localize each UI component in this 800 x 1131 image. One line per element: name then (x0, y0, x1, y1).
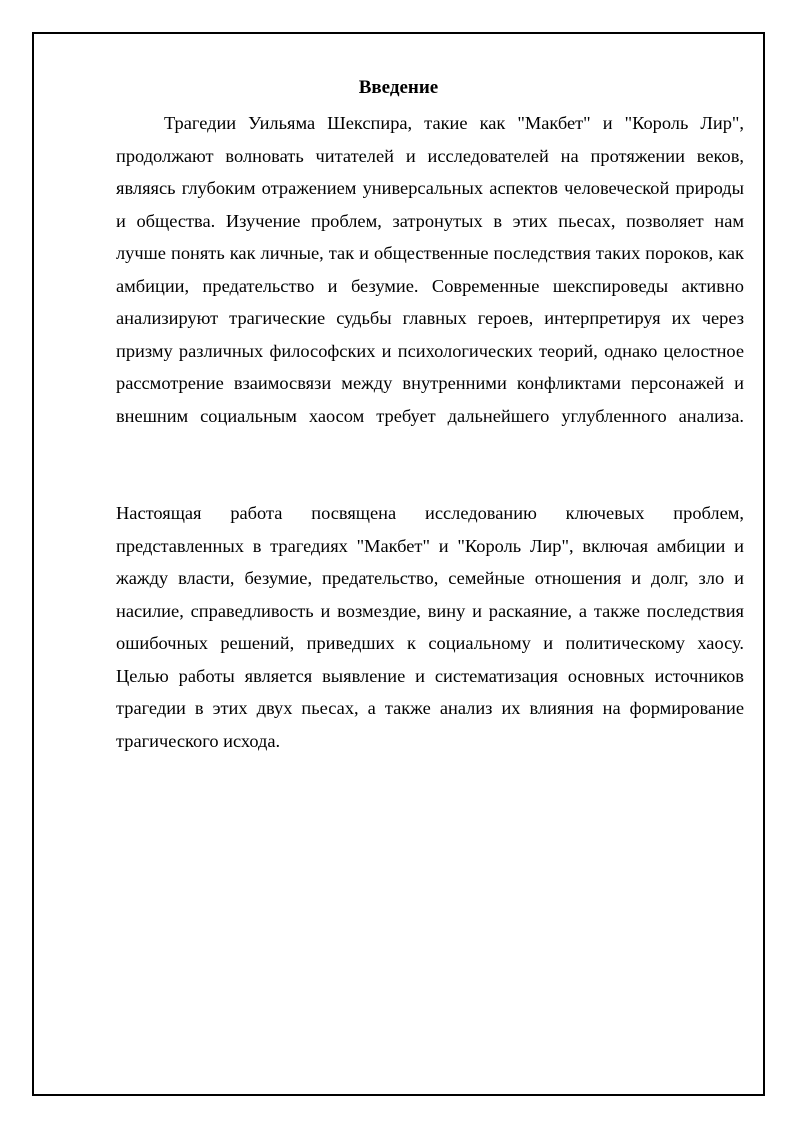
section-heading: Введение (358, 77, 439, 98)
paragraph-intro: Трагедии Уильяма Шекспира, такие как "Макбет" и "Король Лир", продолжают волновать читателей и исследователей на протяжении веков, являясь глубоким отражением универсальных аспектов человеческой природы и общества. Изучение проблем, затронутых в этих пьесах, позволяет нам лучше понять как личные, так и общественные последствия таких пороков, как амбиции, предательство и безумие. Современные шекспироведы активно анализируют трагические судьбы главных героев, интерпретируя их через призму различных философских и психологических теорий, однако целостное рассмотрение взаимосвязи между внутренними конфликтами персонажей и внешним социальным хаосом требует дальнейшего углубленного анализа. (116, 113, 744, 426)
page-border (32, 32, 765, 1096)
paragraph-purpose: Настоящая работа посвящена исследованию ключевых проблем, представленных в трагедиях "Макбет" и "Король Лир", включая амбиции и жажду власти, безумие, предательство, семейные отношения и долг, зло и насилие, справедливость и возмездие, вину и раскаяние, а также последствия ошибочных решений, приведших к социальному и политическому хаосу. Целью работы является выявление и систематизация основных источников трагедии в этих двух пьесах, а также анализ их влияния на формирование трагического исхода. (116, 503, 744, 751)
